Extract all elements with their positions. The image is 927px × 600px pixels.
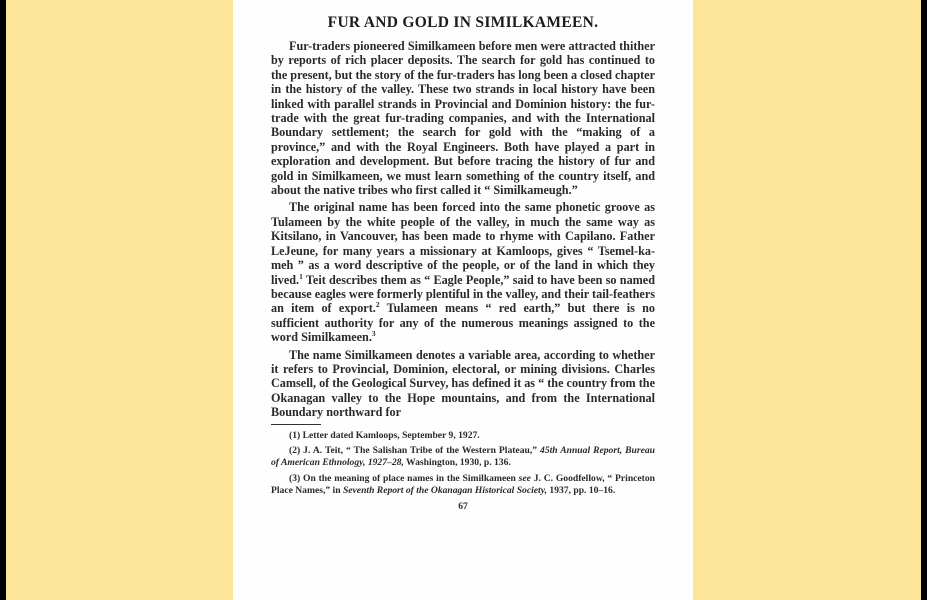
paragraph-2-part-3: Tulameen means “ red earth,” but there is no sufficient authority for any of the numerous meanings assigned to the word Similkameen. bbox=[271, 301, 656, 345]
page-number: 67 bbox=[458, 500, 468, 512]
page-title: FUR AND GOLD IN SIMILKAMEEN. bbox=[327, 14, 599, 31]
footnote-2-citation: 45th Annual Report, Bureau of American Ethnology, 1927–28, bbox=[271, 444, 655, 469]
footnote-3-see: see bbox=[518, 472, 531, 484]
paragraph-2-part-1: The original name has been forced into the same phonetic groove as Tulameen by the white people of the valley, in much the same way as Kitsilano, in Vancouver, has been made to rhyme with Capilano. Father LeJeune, for many years a missionary at Kamloops, gives “ Tsemel-ka-meh ” as a word descriptive of the people, or of the land in which they lived. bbox=[271, 200, 655, 287]
paragraph-2 bbox=[271, 200, 655, 344]
footnote-3 bbox=[271, 473, 655, 498]
footnote-1: (1) Letter dated Kamloops, September 9, 1927. bbox=[289, 429, 480, 441]
footnote-2-end: Washington, 1930, p. 136. bbox=[403, 457, 511, 469]
footnote-2-text: (2) J. A. Teit, “ The Salishan Tribe of the Western Plateau,” bbox=[289, 444, 541, 456]
footnote-3-end: 1937, pp. 10–16. bbox=[547, 485, 616, 497]
document-page bbox=[233, 0, 693, 600]
right-frame-edge bbox=[921, 0, 927, 600]
left-frame-edge bbox=[0, 0, 6, 600]
footnote-3-citation: Seventh Report of the Okanagan Historical Society, bbox=[342, 485, 547, 497]
paragraph-1: Fur-traders pioneered Similkameen before men were attracted thither by reports of rich placer deposits. The search for gold has continued to the present, but the story of the fur-traders has long been a closed chapter in the history of the valley. These two strands in local history have been linked with parallel strands in Provincial and Dominion history: the fur-trade with the great fur-trading companies, and with the International Boundary settlement; the search for gold with the “making of a province,” and with the Royal Engineers. Both have played a part in exploration and development. But before tracing the history of fur and gold in Similkameen, we must learn something of the country itself, and about the native tribes who first called it “ Similkameugh.” bbox=[271, 39, 655, 198]
footnote-2 bbox=[271, 445, 655, 470]
footnote-ref-1: 1 bbox=[299, 271, 303, 281]
footnote-3-text: (3) On the meaning of place names in the Similkameen bbox=[289, 472, 519, 484]
footnote-ref-2: 2 bbox=[375, 300, 380, 310]
paragraph-3: The name Similkameen denotes a variable area, according to whether it refers to Provincial, Dominion, electoral, or mining divisions. Charles Camsell, of the Geological Survey, has defined it as “ the country from the Okanagan valley to the Hope mountains, and from the International Boundary northward for bbox=[271, 347, 655, 420]
footnote-ref-3: 3 bbox=[371, 329, 376, 339]
paragraph-2-part-2: Teit describes them as “ Eagle People,” said to have been so named because eagles were formerly plentiful in the valley, and their tail-feathers an item of export. bbox=[271, 272, 655, 316]
footnote-3-mid: J. C. Goodfellow, “ Princeton Place Names,” in bbox=[271, 472, 656, 497]
footnote-divider bbox=[271, 424, 321, 425]
